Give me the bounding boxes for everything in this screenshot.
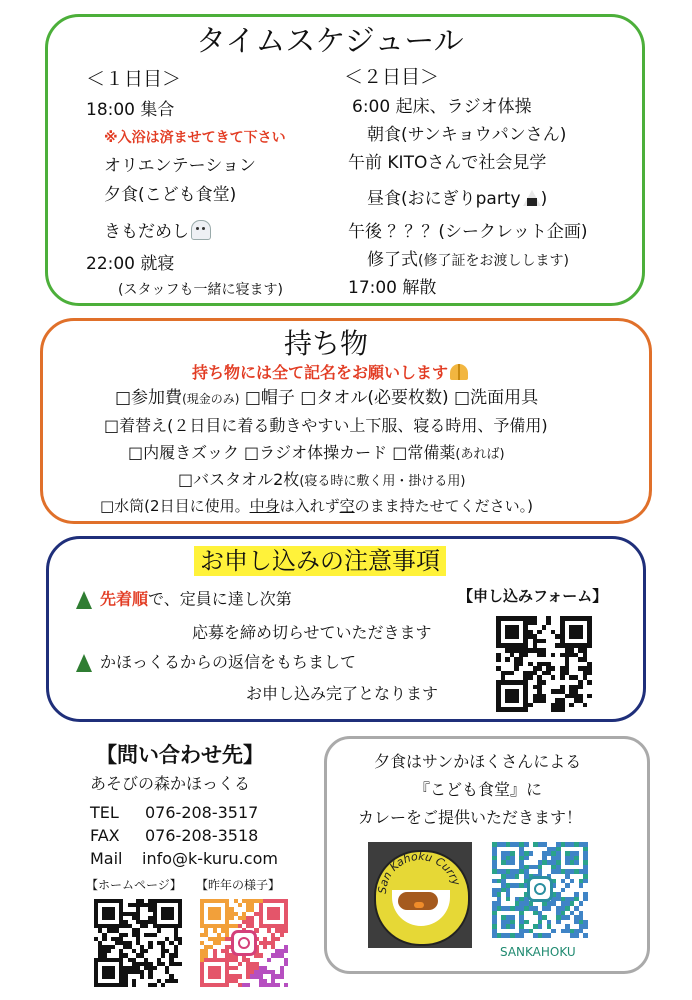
day2-line: 朝食(サンキョウパンさん) (367, 125, 567, 145)
ceremony-label: 修了式 (367, 250, 418, 270)
application-title: お申し込みの注意事項 (194, 546, 446, 576)
ghost-icon (191, 220, 211, 240)
belongings-row (115, 390, 538, 407)
form-label: 【申し込みフォーム】 (458, 587, 608, 605)
onigiri-icon (523, 190, 541, 206)
belongings-item-note: (あれば) (455, 447, 505, 462)
day2-line: 6:00 起床、ラジオ体操 (352, 97, 532, 117)
qr-caption: SANKAHOKU (500, 945, 576, 959)
homepage-qr-code[interactable] (94, 899, 182, 987)
belongings-title: 持ち物 (284, 327, 369, 360)
day2-line: 午前 KITOさんで社会見学 (348, 153, 547, 173)
day2-line: 17:00 解散 (348, 278, 437, 298)
instagram-icon (231, 930, 257, 956)
tree-icon (76, 654, 92, 672)
contact-fax: 076-208-3518 (145, 826, 259, 845)
belongings-item: □参加費 (115, 388, 183, 408)
logo-text: San Kahoku Curry (375, 849, 463, 895)
day2-line: 午後 ？？？(シークレット企画) (348, 222, 588, 242)
application-text: 応募を締め切らせていただきます (192, 623, 432, 642)
day2-line-end: ) (540, 189, 548, 209)
homepage-label: 【ホームページ】 (86, 878, 182, 892)
day2-line (367, 252, 569, 269)
instagram-icon (527, 876, 553, 902)
last-year-label: 【昨年の様子】 (196, 878, 281, 892)
belongings-item-note: (寝る時に敷く用・掛ける用) (299, 474, 466, 489)
day1-line: 夕食(こども食堂) (104, 185, 237, 205)
belongings-item-underline: 空 (339, 497, 355, 515)
day1-line: 22:00 就寝 (86, 254, 175, 274)
belongings-item: は入れず (279, 497, 340, 515)
svg-text:San Kahoku Curry (376, 850, 463, 894)
application-text: で、定員に達し次第 (148, 589, 292, 609)
schedule-title: タイムスケジュール (196, 24, 464, 59)
application-point (76, 591, 292, 609)
belongings-item: □内履きズック □ラジオ体操カード □常備薬 (128, 443, 456, 462)
day1-line: 18:00 集合 (86, 100, 175, 120)
belongings-row (100, 499, 533, 514)
contact-mail[interactable]: info@k-kuru.com (142, 849, 278, 868)
contact-fax-label: FAX (90, 826, 120, 845)
dinner-line: 夕食はサンかほくさんによる (374, 752, 582, 771)
contact-mail-label: Mail (90, 849, 123, 868)
dinner-line: 『こども食堂』に (414, 780, 543, 799)
belongings-item-note: (現金のみ) (182, 392, 240, 406)
san-kahoku-logo (368, 842, 472, 948)
application-text: お申し込み完了となります (246, 684, 439, 703)
bath-note: ※入浴は済ませてきて下さい (104, 130, 286, 146)
contact-title: 【問い合わせ先】 (96, 743, 264, 767)
contact-tel-label: TEL (90, 803, 119, 822)
belongings-row (178, 472, 465, 488)
belongings-notice (192, 364, 468, 381)
dinner-line: カレーをご提供いただきます！ (358, 808, 583, 827)
application-text: かほっくるからの返信をもちまして (100, 652, 357, 672)
contact-org: あそびの森かほっくる (90, 774, 251, 793)
belongings-item: □帽子 □タオル(必要枚数) □洗面用具 (239, 388, 539, 408)
belongings-row (128, 445, 505, 461)
day2-line (367, 190, 547, 208)
contact-tel[interactable]: 076-208-3517 (145, 803, 259, 822)
belongings-item-underline: 中身 (249, 497, 280, 515)
belongings-notice-text: 持ち物には全て記名をお願いします (192, 363, 449, 382)
day1-line: オリエンテーション (104, 156, 256, 176)
belongings-item: □水筒(2日目に使用。 (100, 497, 250, 515)
day2-line-text: 昼食(おにぎりparty (367, 189, 521, 209)
tree-icon (76, 591, 92, 609)
day1-heading: ＜１日目＞ (86, 68, 182, 90)
day1-line-text: きもだめし (104, 222, 189, 242)
application-form-qr-code[interactable] (496, 616, 592, 712)
praying-hands-icon (450, 364, 468, 380)
belongings-row: □着替え(２日目に着る動きやすい上下服、寝る時用、予備用) (104, 416, 548, 435)
day1-note: (スタッフも一緒に寝ます) (118, 282, 283, 298)
application-point (76, 654, 356, 672)
day2-heading: ＜２日目＞ (344, 66, 440, 88)
day1-line (104, 220, 211, 241)
first-come-label: 先着順 (100, 589, 149, 609)
belongings-item: □バスタオル2枚 (178, 470, 300, 489)
ceremony-note: (修了証をお渡しします) (418, 253, 569, 269)
belongings-item: のまま持たせてください。) (354, 497, 533, 515)
